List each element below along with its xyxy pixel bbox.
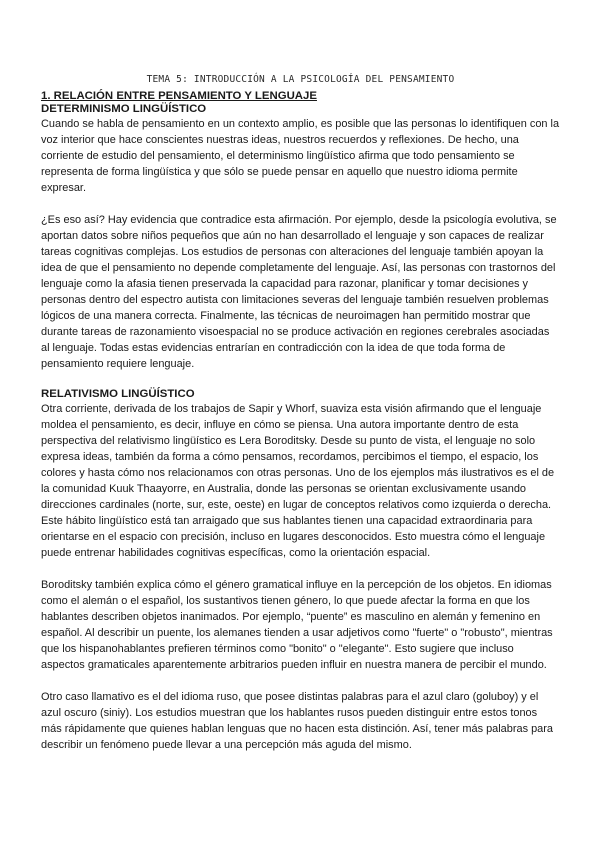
- relativismo-paragraph-3: Otro caso llamativo es el del idioma ruso, que posee distintas palabras para el azul claro (goluboy) y el azul oscuro (siniy). Los estudios muestran que los hablantes rusos pueden distinguir entre estos tonos más rápidamente que quienes hablan lenguas que no hacen esta distinción. Así, tener más palabras para describir un fenómeno puede llevar a una percepción más aguda del mismo.: [41, 691, 553, 751]
- page-header-tema: TEMA 5: INTRODUCCIÓN A LA PSICOLOGÍA DEL PENSAMIENTO: [146, 74, 455, 85]
- determinismo-paragraph-1: Cuando se habla de pensamiento en un contexto amplio, es posible que las personas lo identifiquen con la voz interior que hace conscientes nuestras ideas, nuestros recuerdos y reflexiones. De hecho, una corriente de estudio del pensamiento, el determinismo lingüístico afirma que todo pensamiento se representa de forma lingüística y que sólo se puede pensar en aquello que nuestro idioma permite expresar.: [41, 118, 560, 194]
- determinismo-heading: DETERMINISMO LINGÜÍSTICO: [41, 103, 207, 115]
- relativismo-paragraph-1: Otra corriente, derivada de los trabajos de Sapir y Whorf, suaviza esta visión afirmando que el lenguaje moldea el pensamiento, es decir, influye en cómo se piensa. Una autora importante dentro de esta perspectiva del relativismo lingüístico es Lera Boroditsky. Desde su punto de vista, el lenguaje no solo expresa ideas, también da forma a cómo pensamos, recordamos, percibimos el tiempo, el espacio, los colores y hasta cómo nos relacionamos con otras personas. Uno de los ejemplos más ilustrativos es el de la comunidad Kuuk Thaayorre, en Australia, donde las personas se orientan exclusivamente usando direcciones cardinales (norte, sur, este, oeste) en lugar de conceptos relativos como izquierda o derecha. Este hábito lingüístico está tan arraigado que sus hablantes tienen una capacidad extraordinaria para orientarse en el espacio con precisión, incluso en lugares desconocidos. Esto muestra cómo el lenguaje puede entrenar habilidades cognitivas específicas, como la orientación espacial.: [41, 403, 555, 559]
- section-title: 1. RELACIÓN ENTRE PENSAMIENTO Y LENGUAJE: [41, 90, 317, 102]
- determinismo-paragraph-2: ¿Es eso así? Hay evidencia que contradice esta afirmación. Por ejemplo, desde la psicología evolutiva, se aportan datos sobre niños pequeños que aún no han desarrollado el lenguaje y son capaces de realizar tareas cognitivas complejas. Los estudios de personas con alteraciones del lenguaje también apoyan la idea de que el pensamiento no depende completamente del lenguaje. Así, las personas con trastornos del lenguaje como la afasia tienen preservada la capacidad para razonar, planificar y tomar decisiones y personas dentro del espectro autista con limitaciones severas del lenguaje también resuelven problemas lógicos de una manera correcta. Finalmente, las técnicas de neuroimagen han permitido mostrar que durante tareas de razonamiento visoespacial no se produce activación en regiones cerebrales asociadas al lenguaje. Todas estas evidencias entrarían en contradicción con la idea de que toda forma de pensamiento requiere lenguaje.: [41, 214, 557, 370]
- relativismo-paragraph-2: Boroditsky también explica cómo el género gramatical influye en la percepción de los objetos. En idiomas como el alemán o el español, los sustantivos tienen género, lo que puede afectar la forma en que los hablantes describen objetos inanimados. Por ejemplo, “puente” es masculino en alemán y femenino en español. Al describir un puente, los alemanes tienden a usar adjetivos como "fuerte" o "robusto", mientras que los hispanohablantes prefieren términos como "bonito" o "elegante". Esto sugiere que incluso aspectos gramaticales aparentemente arbitrarios pueden influir en nuestra manera de percibir el mundo.: [41, 579, 553, 671]
- relativismo-heading: RELATIVISMO LINGÜÍSTICO: [41, 388, 195, 400]
